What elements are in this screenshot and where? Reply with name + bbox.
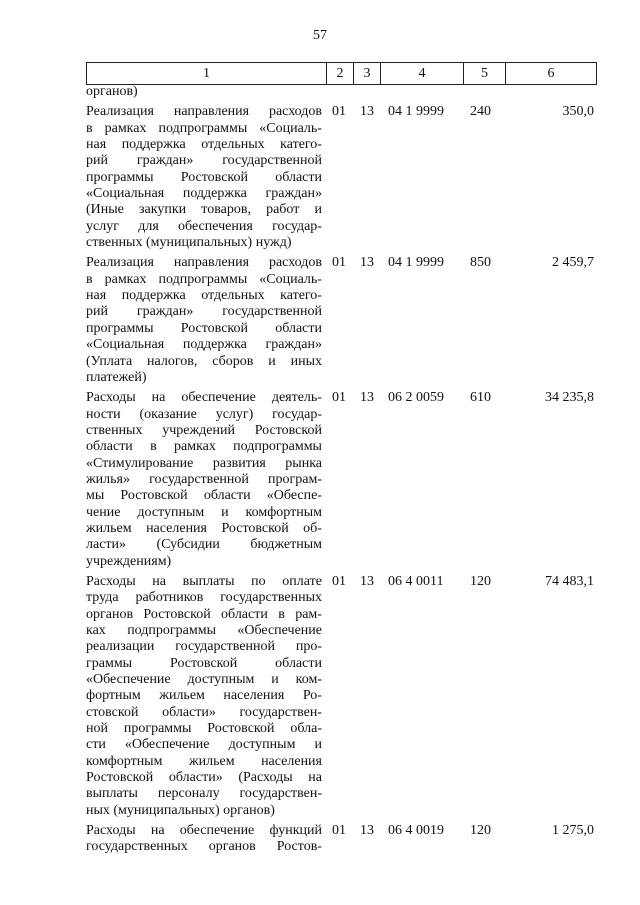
row-subsection-code: 13 — [360, 573, 374, 589]
header-col-6: 6 — [506, 63, 597, 85]
header-col-5: 5 — [464, 63, 506, 85]
desc-line: чение доступным и комфортным — [86, 504, 322, 520]
row-description — [86, 390, 322, 570]
page-number: 57 — [313, 28, 327, 43]
row-expense-type: 120 — [470, 823, 491, 839]
desc-line: фортным жильем населения Ро- — [86, 688, 322, 704]
desc-line: рий граждан» государственной — [86, 304, 322, 320]
header-col-3: 3 — [354, 63, 381, 85]
desc-line: ной программы Ростовской обла- — [86, 721, 322, 737]
table-header-row — [87, 63, 597, 85]
row-section-code: 01 — [332, 255, 346, 271]
row-target-code: 04 1 9999 — [388, 104, 444, 120]
desc-line: ласти» (Субсидии бюджетным — [86, 537, 322, 553]
desc-line: комфортным жильем населения — [86, 753, 322, 769]
desc-line: «Социальная поддержка граждан» — [86, 186, 322, 202]
desc-line: платежей) — [86, 369, 147, 385]
desc-line: программы Ростовской области — [86, 169, 322, 185]
desc-line: ках подпрограммы «Обеспечение — [86, 623, 322, 638]
table-row — [86, 390, 596, 570]
desc-line: Расходы на обеспечение функций — [86, 823, 322, 839]
desc-line: мы Ростовской области «Обеспе- — [86, 488, 322, 504]
row-subsection-code: 13 — [360, 390, 374, 406]
table-header — [86, 62, 597, 85]
table-row — [86, 574, 596, 819]
table-row — [86, 104, 596, 251]
row-description — [86, 255, 322, 386]
row-amount: 74 483,1 — [545, 573, 594, 589]
row-description — [86, 104, 322, 251]
row-amount: 2 459,7 — [552, 255, 594, 271]
desc-line: «Обеспечение доступным и ком- — [86, 672, 322, 688]
desc-line: сти «Обеспечение доступным и — [86, 737, 322, 753]
desc-line: в рамках подпрограммы «Социаль- — [86, 271, 322, 287]
desc-line: ных (муниципальных) органов) — [86, 802, 275, 818]
desc-line: области в рамках подпрограммы — [86, 439, 322, 455]
row-target-code: 06 4 0019 — [388, 823, 444, 839]
row-section-code: 01 — [332, 104, 346, 120]
desc-line: рий граждан» государственной — [86, 153, 322, 169]
table-body — [86, 84, 596, 856]
row-amount: 1 275,0 — [552, 823, 594, 839]
row-subsection-code: 13 — [360, 104, 374, 120]
row-target-code: 04 1 9999 — [388, 255, 444, 271]
row-target-code: 06 2 0059 — [388, 390, 444, 406]
row-description — [86, 574, 322, 819]
row-target-code: 06 4 0011 — [388, 573, 444, 589]
desc-line: органов) — [86, 84, 138, 99]
header-col-2: 2 — [327, 63, 354, 85]
desc-line: «Стимулирование развития рынка — [86, 455, 322, 471]
desc-line: органов Ростовской области в рам- — [86, 606, 322, 622]
desc-line: «Социальная поддержка граждан» — [86, 337, 322, 353]
header-col-4: 4 — [381, 63, 464, 85]
desc-line: Расходы на выплаты по оплате — [86, 573, 322, 589]
row-section-code: 01 — [332, 823, 346, 839]
row-expense-type: 850 — [470, 255, 491, 271]
desc-line: ственных (муниципальных) нужд) — [86, 235, 292, 251]
desc-line: Ростовской области» (Расходы на — [86, 770, 322, 786]
desc-line: ная поддержка отдельных катего- — [86, 137, 322, 153]
row-subsection-code: 13 — [360, 255, 374, 271]
desc-line: программы Ростовской области — [86, 320, 322, 336]
desc-line: ственных учреждений Ростовской — [86, 422, 322, 438]
desc-line: Реализация направления расходов — [86, 104, 322, 120]
row-expense-type: 240 — [470, 104, 491, 120]
row-expense-type: 120 — [470, 573, 491, 589]
header-col-1: 1 — [87, 63, 327, 85]
desc-line: государственных органов Ростов- — [86, 839, 322, 855]
desc-line: (Уплата налогов, сборов и иных — [86, 353, 322, 369]
table-row — [86, 255, 596, 386]
desc-line: стовской области» государствен- — [86, 704, 322, 720]
desc-line: (Иные закупки товаров, работ и — [86, 202, 322, 218]
continuation-row — [86, 84, 596, 100]
desc-line: Расходы на обеспечение деятель- — [86, 390, 322, 406]
desc-line: в рамках подпрограммы «Социаль- — [86, 120, 322, 136]
desc-line: услуг для обеспечения государ- — [86, 218, 322, 234]
desc-line: жилья» государственной програм- — [86, 471, 322, 487]
row-subsection-code: 13 — [360, 823, 374, 839]
row-amount: 34 235,8 — [545, 390, 594, 406]
desc-line: граммы Ростовской области — [86, 655, 322, 671]
row-description — [86, 823, 322, 856]
continuation-text — [86, 84, 322, 100]
desc-line: труда работников государственных — [86, 590, 322, 606]
desc-line: выплаты персоналу государствен- — [86, 786, 322, 802]
desc-line: реализации государственной про- — [86, 639, 322, 655]
row-amount: 350,0 — [562, 104, 594, 120]
desc-line: учреждениям) — [86, 553, 172, 569]
desc-line: Реализация направления расходов — [86, 255, 322, 271]
row-expense-type: 610 — [470, 390, 491, 406]
desc-line: жильем населения Ростовской об- — [86, 520, 322, 536]
table-row — [86, 823, 596, 856]
row-section-code: 01 — [332, 390, 346, 406]
desc-line: ности (оказание услуг) государ- — [86, 406, 322, 422]
row-section-code: 01 — [332, 573, 346, 589]
desc-line: ная поддержка отдельных катего- — [86, 288, 322, 304]
